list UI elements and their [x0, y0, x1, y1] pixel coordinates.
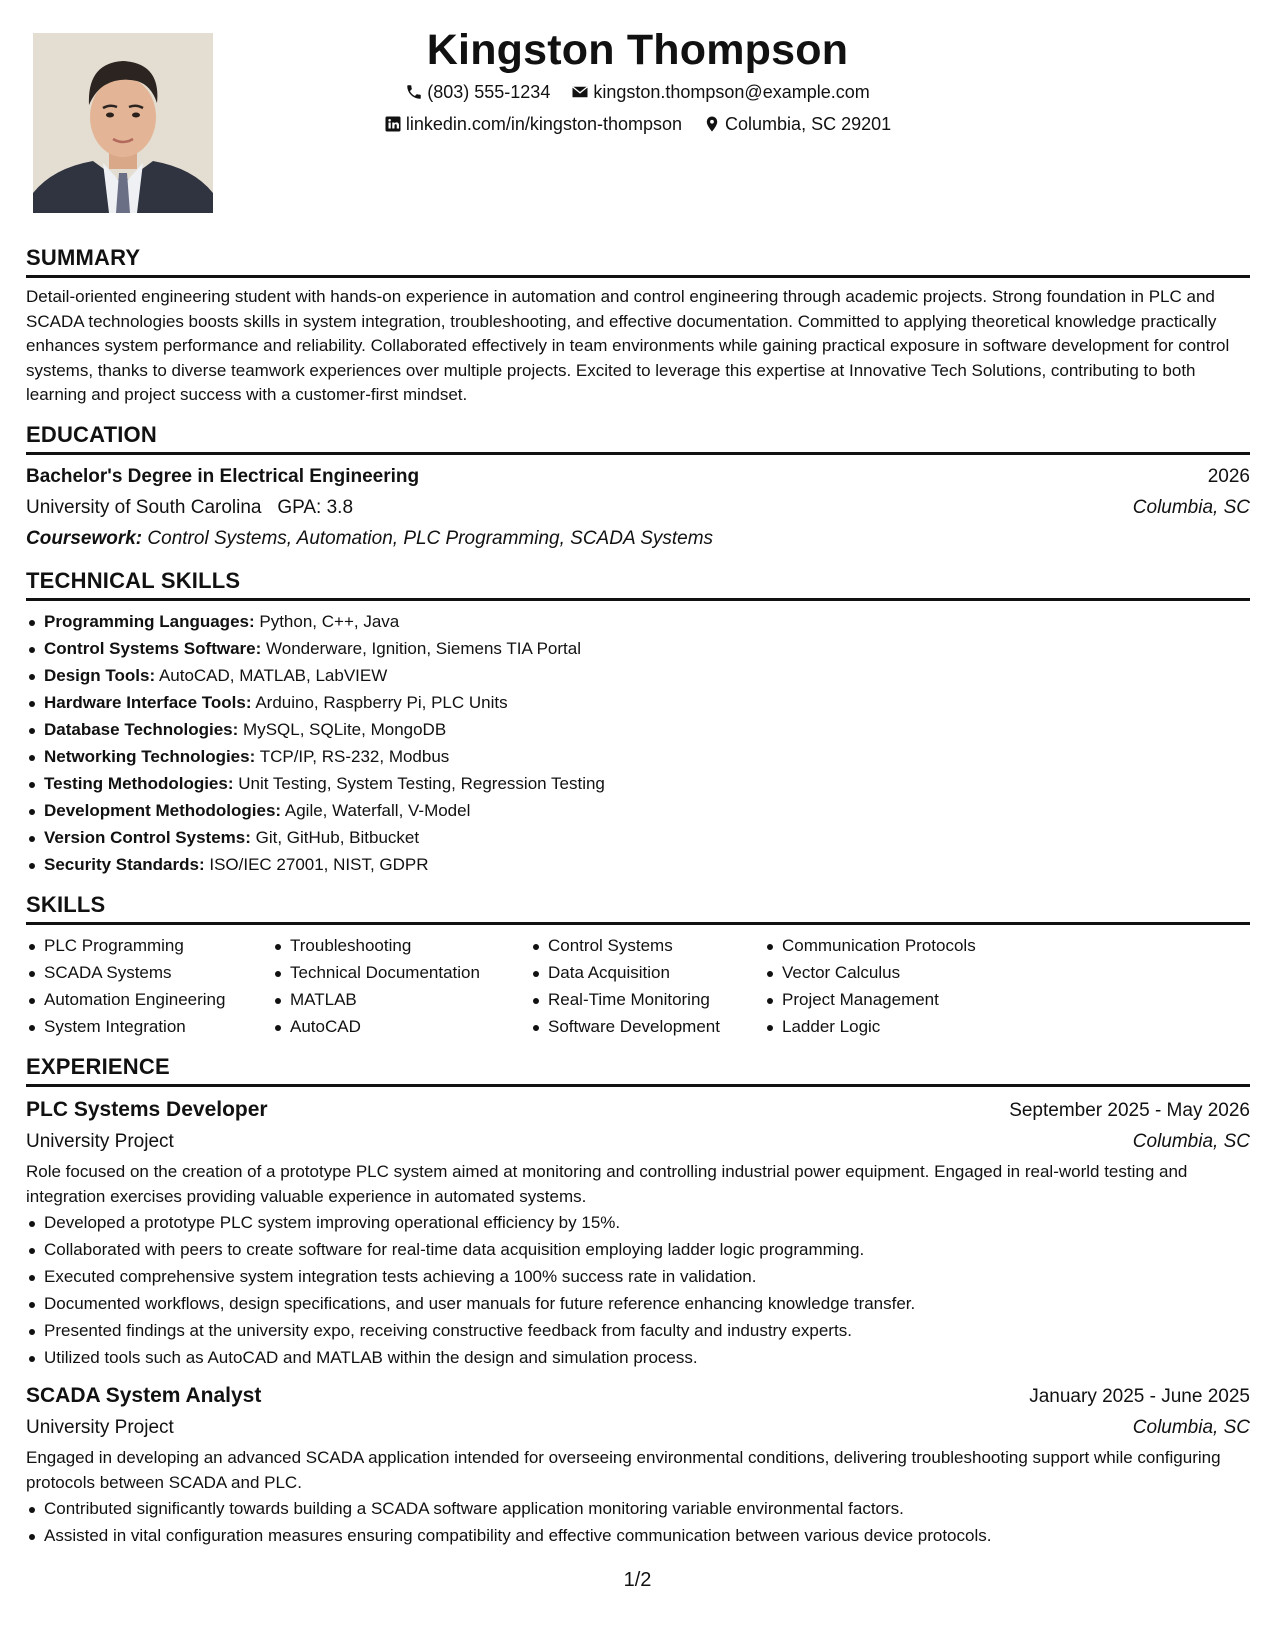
- list-item: Communication Protocols: [764, 932, 1024, 959]
- job-bullets: [26, 1209, 1250, 1371]
- list-item: SCADA Systems: [26, 959, 272, 986]
- contact-row-1: [0, 79, 1275, 108]
- list-item: Security Standards: ISO/IEC 27001, NIST, GDPR: [26, 851, 1250, 878]
- resume-body: [26, 244, 1250, 1562]
- job-dates: January 2025 - June 2025: [1029, 1386, 1250, 1408]
- skills-grid: [26, 932, 1250, 1040]
- job-org: University Project: [26, 1417, 174, 1439]
- list-item: Assisted in vital configuration measures ensuring compatibility and effective communication between various device protocols.: [26, 1522, 1250, 1549]
- list-item: Hardware Interface Tools: Arduino, Raspberry Pi, PLC Units: [26, 689, 1250, 716]
- list-item: Contributed significantly towards building a SCADA software application monitoring variable environmental factors.: [26, 1495, 1250, 1522]
- education-section: [26, 421, 1250, 554]
- skills-column: [530, 932, 764, 1040]
- list-item: Design Tools: AutoCAD, MATLAB, LabVIEW: [26, 662, 1250, 689]
- candidate-name: Kingston Thompson: [426, 26, 849, 74]
- list-item: Presented findings at the university expo, receiving constructive feedback from faculty and industry experts.: [26, 1317, 1250, 1344]
- linkedin-icon: [384, 115, 402, 133]
- summary-text: Detail-oriented engineering student with hands-on experience in automation and control engineering through academic projects. Strong foundation in PLC and SCADA technologies boosts skills in system integration, troubleshooting, and effective documentation. Committed to applying theoretical knowledge practically enhances system performance and reliability. Collaborated effectively in team environments while gaining practical exposure in software development for control systems, thanks to diverse teamwork experiences over multiple projects. Excited to leverage this expertise at Innovative Tech Solutions, contributing to both learning and project success with a customer-first mindset.: [26, 287, 1230, 405]
- list-item: PLC Programming: [26, 932, 272, 959]
- list-item: Utilized tools such as AutoCAD and MATLAB within the design and simulation process.: [26, 1344, 1250, 1371]
- page-number: 1/2: [623, 1569, 652, 1591]
- list-item: Control Systems Software: Wonderware, Ignition, Siemens TIA Portal: [26, 635, 1250, 662]
- experience-section: [26, 1053, 1250, 1549]
- job-title: PLC Systems Developer: [26, 1097, 268, 1121]
- location-pin-icon: [703, 115, 721, 133]
- list-item: MATLAB: [272, 986, 530, 1013]
- list-item: Technical Documentation: [272, 959, 530, 986]
- section-title: SKILLS: [26, 891, 1250, 925]
- location-contact: [703, 111, 891, 137]
- list-item: Collaborated with peers to create software for real-time data acquisition employing ladder logic programming.: [26, 1236, 1250, 1263]
- list-item: Software Development: [530, 1013, 764, 1040]
- list-item: AutoCAD: [272, 1013, 530, 1040]
- summary-section: [26, 244, 1250, 408]
- job-org: University Project: [26, 1130, 174, 1152]
- section-title: SUMMARY: [26, 244, 1250, 278]
- list-item: Vector Calculus: [764, 959, 1024, 986]
- contact-row-2: [0, 111, 1275, 140]
- list-item: Control Systems: [530, 932, 764, 959]
- list-item: System Integration: [26, 1013, 272, 1040]
- coursework-label: Coursework:: [26, 527, 143, 549]
- phone-contact[interactable]: [405, 79, 550, 105]
- linkedin-text: linkedin.com/in/kingston-thompson: [405, 114, 683, 134]
- linkedin-contact[interactable]: [384, 111, 682, 137]
- list-item: Ladder Logic: [764, 1013, 1024, 1040]
- list-item: Documented workflows, design specifications, and user manuals for future reference enhancing knowledge transfer.: [26, 1290, 1250, 1317]
- phone-icon: [405, 83, 423, 101]
- school-name: University of South Carolina: [26, 496, 262, 518]
- phone-text: (803) 555-1234: [427, 82, 551, 102]
- gpa: GPA: 3.8: [277, 496, 354, 518]
- list-item: Development Methodologies: Agile, Waterfall, V-Model: [26, 797, 1250, 824]
- list-item: Version Control Systems: Git, GitHub, Bitbucket: [26, 824, 1250, 851]
- school-location: Columbia, SC: [1132, 496, 1250, 518]
- skills-column: [764, 932, 1024, 1040]
- job-description: Engaged in developing an advanced SCADA application intended for overseeing environmental conditions, delivering troubleshooting support while configuring protocols between SCADA and PLC.: [26, 1448, 1221, 1492]
- job-bullets: [26, 1495, 1250, 1549]
- list-item: Developed a prototype PLC system improving operational efficiency by 15%.: [26, 1209, 1250, 1236]
- list-item: Real-Time Monitoring: [530, 986, 764, 1013]
- envelope-icon: [571, 83, 589, 101]
- section-title: EDUCATION: [26, 421, 1250, 455]
- list-item: Database Technologies: MySQL, SQLite, MongoDB: [26, 716, 1250, 743]
- job-dates: September 2025 - May 2026: [1009, 1099, 1250, 1121]
- section-title: EXPERIENCE: [26, 1053, 1250, 1087]
- section-title: TECHNICAL SKILLS: [26, 567, 1250, 601]
- coursework: Control Systems, Automation, PLC Programming, SCADA Systems: [147, 527, 714, 549]
- job-entry: [26, 1094, 1250, 1371]
- list-item: Testing Methodologies: Unit Testing, System Testing, Regression Testing: [26, 770, 1250, 797]
- list-item: Programming Languages: Python, C++, Java: [26, 608, 1250, 635]
- email-contact[interactable]: [571, 79, 869, 105]
- job-description: Role focused on the creation of a prototype PLC system aimed at monitoring and controlling industrial power equipment. Engaged in real-world testing and integration exercises providing valuable experience in automated systems.: [26, 1161, 1188, 1206]
- skills-column: [272, 932, 530, 1040]
- list-item: Troubleshooting: [272, 932, 530, 959]
- technical-skills-section: [26, 567, 1250, 878]
- list-item: Data Acquisition: [530, 959, 764, 986]
- list-item: Executed comprehensive system integration tests achieving a 100% success rate in validation.: [26, 1263, 1250, 1290]
- job-location: Columbia, SC: [1132, 1130, 1250, 1152]
- skills-column: [26, 932, 272, 1040]
- job-title: SCADA System Analyst: [26, 1384, 262, 1408]
- degree: Bachelor's Degree in Electrical Engineering: [26, 465, 420, 487]
- skills-section: [26, 891, 1250, 1040]
- email-text: kingston.thompson@example.com: [593, 82, 870, 102]
- location-text: Columbia, SC 29201: [725, 114, 892, 134]
- job-location: Columbia, SC: [1132, 1417, 1250, 1439]
- list-item: Networking Technologies: TCP/IP, RS-232, Modbus: [26, 743, 1250, 770]
- job-entry: [26, 1380, 1250, 1549]
- technical-skills-list: [26, 608, 1250, 878]
- graduation-year: 2026: [1207, 465, 1250, 487]
- list-item: Automation Engineering: [26, 986, 272, 1013]
- list-item: Project Management: [764, 986, 1024, 1013]
